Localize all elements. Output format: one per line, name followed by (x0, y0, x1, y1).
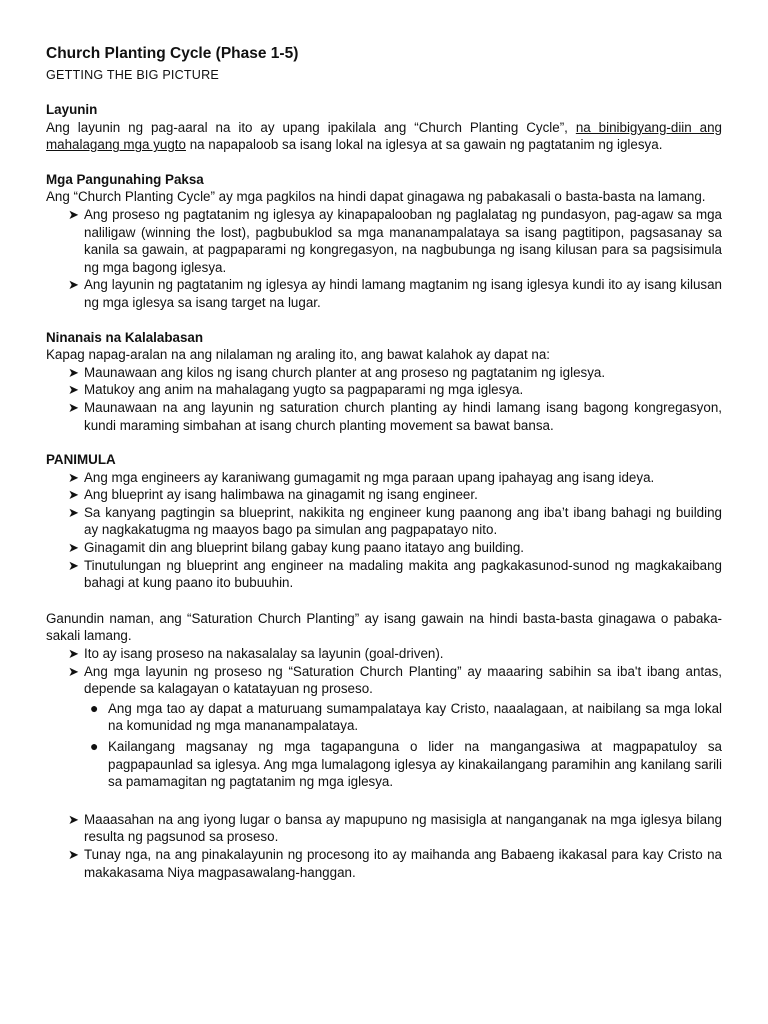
paksa-intro: Ang “Church Planting Cycle” ay mga pagkilos na hindi dapat ginagawa ng pabakasali o basta-basta na lamang. (46, 189, 706, 205)
heading-paksa: Mga Pangunahing Paksa (46, 171, 204, 187)
arrow-bullet-icon: ➤ (68, 277, 79, 293)
saturation-sublist (46, 700, 722, 791)
list-item-text: Ang mga layunin ng proseso ng “Saturation Church Planting” ay maaaring sabihin sa iba't ibang antas, depende sa kalagayan o katatayuan ng proseso. (84, 663, 722, 697)
arrow-bullet-icon: ➤ (68, 399, 79, 415)
list-item (46, 486, 722, 504)
layunin-text-start: Ang layunin ng pag-aaral na ito ay upang ipakilala ang “Church Planting Cycle”, (46, 119, 576, 135)
sub-list-item-text: Ang mga tao ay dapat a maturuang sumampalataya kay Cristo, naaalagaan, at naibilang sa mga lokal na komunidad ng mga mananampalataya. (108, 700, 722, 734)
list-item-text: Matukoy ang anim na mahalagang yugto sa pagpaparami ng mga iglesya. (84, 382, 524, 398)
arrow-bullet-icon: ➤ (68, 469, 79, 485)
round-bullet-icon: ● (90, 738, 99, 754)
list-item-text: Ito ay isang proseso na nakasalalay sa layunin (goal-driven). (84, 646, 444, 662)
layunin-text-underlined: na binibigyang-diin ang mahalagang mga yugto (46, 119, 723, 153)
document-title: Church Planting Cycle (Phase 1-5) (46, 45, 299, 62)
arrow-bullet-icon: ➤ (68, 364, 79, 380)
saturation-list (46, 645, 722, 698)
round-bullet-icon: ● (90, 699, 99, 716)
arrow-bullet-icon: ➤ (68, 487, 79, 503)
list-item-text: Maunawaan na ang layunin ng saturation church planting ay hindi lamang isang bagong kongregasyon, kundi maraming simbahan at isang church planting movement sa bawat bansa. (84, 399, 722, 433)
kalalabasan-intro: Kapag napag-aralan na ang nilalaman ng araling ito, ang bawat kalahok ay dapat na: (46, 347, 551, 363)
list-item (46, 557, 722, 592)
saturation-intro: Ganundin naman, ang “Saturation Church Planting” ay isang gawain na hindi basta-basta ginagawa o pabaka-sakali lamang. (46, 610, 722, 644)
list-item (46, 663, 722, 698)
arrow-bullet-icon: ➤ (68, 557, 79, 573)
arrow-bullet-icon: ➤ (68, 663, 79, 679)
panimula-list (46, 469, 722, 592)
list-item-text: Ang layunin ng pagtatanim ng iglesya ay hindi lamang magtanim ng isang iglesya kundi ito ay isang kilusan ng mga iglesya sa isang target na lugar. (84, 277, 722, 310)
paksa-list (46, 206, 722, 312)
document-subtitle: GETTING THE BIG PICTURE (46, 68, 219, 82)
list-item-text: Tunay nga, na ang pinakalayunin ng procesong ito ay maihanda ang Babaeng ikakasal para kay Cristo na makakasama Niya magpasawalang-hanggan. (84, 846, 722, 880)
arrow-bullet-icon: ➤ (68, 540, 79, 556)
arrow-bullet-icon: ➤ (68, 504, 79, 520)
list-item (46, 206, 722, 276)
list-item-text: Ang blueprint ay isang halimbawa na ginagamit ng isang engineer. (84, 487, 478, 503)
list-item (46, 276, 722, 311)
arrow-bullet-icon: ➤ (68, 846, 79, 862)
list-item-text: Maaasahan na ang iyong lugar o bansa ay mapupuno ng masisigla at nanganganak na mga iglesya bilang resulta ng pagsunod sa proseso. (84, 811, 722, 845)
list-item (46, 846, 722, 881)
kalalabasan-list (46, 364, 722, 434)
list-item (46, 364, 722, 382)
list-item-text: Ang proseso ng pagtatanim ng iglesya ay kinapapalooban ng paglalatag ng pundasyon, pag-agaw sa mga naliligaw (winning the lost), pagbubuklod sa mga mananampalataya sa isang pagtitipon, pagsasanay sa kanila sa gawain, at pagpaparami ng kongregasyon, na nagbubunga ng isang kilusan para sa pagsisimula ng mga bagong iglesya. (84, 206, 722, 275)
heading-kalalabasan: Ninanais na Kalalabasan (46, 329, 204, 345)
list-item-text: Tinutulungan ng blueprint ang engineer na madaling makita ang pagkakasunod-sunod ng magkakaibang bahagi at kung paano ito bubuuhin. (84, 557, 722, 591)
list-item-text: Sa kanyang pagtingin sa blueprint, nakikita ng engineer kung paanong ang iba’t ibang bahagi ng building ay nagkakatugma ng maayos bago pa simulan ang pagpapatayo nito. (84, 504, 722, 538)
list-item-text: Maunawaan ang kilos ng isang church planter at ang proseso ng pagtatanim ng iglesya. (84, 364, 606, 380)
arrow-bullet-icon: ➤ (68, 646, 79, 662)
list-item (46, 645, 722, 663)
heading-layunin: Layunin (46, 102, 98, 117)
list-item (46, 539, 722, 557)
layunin-paragraph (46, 119, 722, 154)
list-item (46, 381, 722, 399)
spacer (46, 592, 722, 610)
spacer (46, 794, 722, 811)
sub-list-item-text: Kailangang magsanay ng mga tagapanguna o lider na mangangasiwa at magpapatuloy sa pagpapaunlad sa iglesya. Ang mga lumalagong iglesya ay kinakailangang paramihin ang kanilang sarili sa pamamagitan ng pagtatanim ng mga iglesya. (108, 739, 722, 790)
arrow-bullet-icon: ➤ (68, 811, 79, 827)
sub-list-item (46, 738, 722, 791)
list-item (46, 504, 722, 539)
list-item-text: Ginagamit din ang blueprint bilang gabay kung paano itatayo ang building. (84, 540, 524, 556)
list-item (46, 399, 722, 434)
arrow-bullet-icon: ➤ (68, 382, 79, 398)
list-item (46, 811, 722, 846)
heading-panimula: PANIMULA (46, 452, 116, 468)
arrow-bullet-icon: ➤ (68, 206, 79, 222)
list-item (46, 469, 722, 487)
sub-list-item (46, 700, 722, 735)
layunin-text-end: na napapaloob sa isang lokal na iglesya at sa gawain ng pagtatanim ng iglesya. (185, 137, 663, 153)
list-item-text: Ang mga engineers ay karaniwang gumagamit ng mga paraan upang ipahayag ang isang ideya. (84, 469, 655, 485)
closing-list (46, 811, 722, 881)
